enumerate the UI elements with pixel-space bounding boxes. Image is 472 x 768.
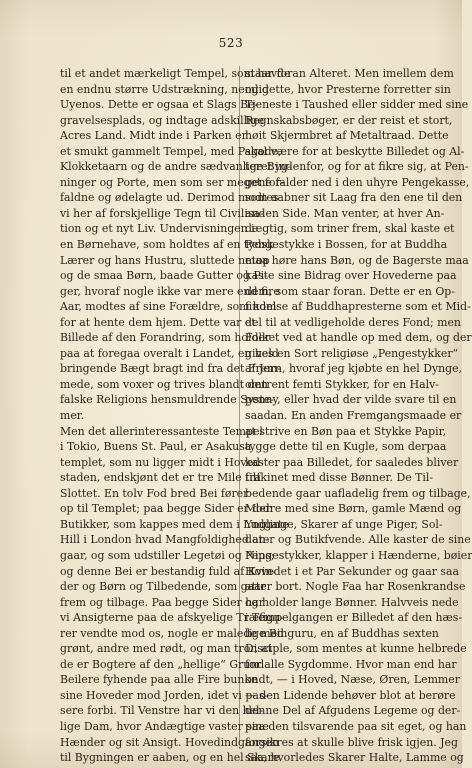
right-column-text-line: maa høre hans Bøn, og de Bagerste maa xyxy=(245,253,469,267)
right-column-text-line: tygge dette til en Kugle, som derpaa xyxy=(245,440,447,454)
left-column-text-line: sine Hoveder mod Jorden, idet vi pas- xyxy=(60,688,269,702)
right-column-text-line: anden Side. Man venter, at hver An- xyxy=(245,206,445,220)
left-column-text-line: en Børnehave, som holdtes af en tydsk xyxy=(60,238,274,252)
left-column-text-line: frem og tilbage. Paa begge Sider har xyxy=(60,595,264,609)
left-column-text-line: rer vendte mod os, nogle er malede med xyxy=(60,626,284,640)
right-column-text-line: for alle Sygdomme. Hvor man end har xyxy=(245,657,457,671)
left-column-text-line: vi her af forskjellige Tegn til Civilisa- xyxy=(60,206,264,220)
right-column-text-line: Tjeneste i Taushed eller sidder med sine xyxy=(245,98,469,112)
right-column-text-line: omtrent femti Stykker, for en Halv- xyxy=(245,377,439,391)
left-column-text-line: vi Ansigterne paa de afskyelige Træfigu- xyxy=(60,611,285,625)
right-column-text-line: af Jern, hvoraf jeg kjøbte en hel Dynge, xyxy=(245,362,462,376)
right-column-text-line: saadan. En anden Fremgangsmaade er xyxy=(245,409,462,423)
left-column-text-line: Uyenos. Dette er ogsaa et Slags Be- xyxy=(60,98,259,112)
right-column-text-line: — den Lidende behøver blot at berøre xyxy=(245,688,456,702)
right-column-text-line: findelse af Buddhapresterne som et Mid- xyxy=(245,300,471,314)
left-column-text-line: en endnu større Udstrækning, nemlig xyxy=(60,82,269,96)
right-column-text-line: høit Skjermbret af Metaltraad. Dette xyxy=(245,129,449,143)
right-column-text-line: penny, eller hvad der vilde svare til en xyxy=(245,393,457,407)
right-column-text-line: dægtig, som triner frem, skal kaste et xyxy=(245,222,455,236)
right-column-text-line: denne Del af Afgudens Legeme og der- xyxy=(245,704,461,718)
left-column-text-line: faldne og ødelagte ud. Derimod modtes xyxy=(60,191,279,205)
left-column-text-line: de er Bogtere af den „hellige“ Grund. xyxy=(60,657,268,671)
left-column-text-line: et smukt gammelt Tempel, med Pagode, xyxy=(60,144,282,158)
left-column-text-line: mede, som voxer og trives blandt den xyxy=(60,377,268,391)
left-column-text-line: til Bygningen er aaben, og en hel Skare xyxy=(60,751,280,765)
left-column-text-line: Aar, modtes af sine Forældre, som kom xyxy=(60,300,277,314)
left-column-text-line: til et andet mærkeligt Tempel, som havde xyxy=(60,67,291,80)
left-column-text-line: ger, hvoraf nogle ikke var mere end fire xyxy=(60,284,280,298)
left-column-text-line: grønt, andre med rødt, og man tror, at xyxy=(60,642,273,656)
left-column-text-line: Billede af den Forandring, som holder xyxy=(60,331,271,345)
right-column-text-line: teret indenfor, og for at fikre sig, at Pen- xyxy=(245,160,469,174)
right-column-text-line: lige Binguru, en af Buddhas sexten xyxy=(245,626,439,640)
right-column-text-line: og holder lange Bønner. Halvveis nede xyxy=(245,595,459,609)
right-column-text-line: Hovedet i et Par Sekunder og gaar saa xyxy=(245,564,459,578)
left-column-text-line: Hill i London hvad Mangfoldighed an- xyxy=(60,533,270,547)
left-column-text-line: Butikker, som kappes med dem i Ludgate xyxy=(60,517,289,531)
left-column-text-line: tion og et nyt Liv. Undervisningen i xyxy=(60,222,255,236)
right-column-text-line: tilfkinet med disse Bønner. De Til- xyxy=(245,471,434,485)
left-column-text-line: gaar, og som udstiller Legetøi og Nips; xyxy=(60,548,275,562)
column-divider xyxy=(239,66,240,742)
left-column-text-line: staden, endskjønt det er tre Mile fra xyxy=(60,471,261,485)
right-column-text-line: ondt, — i Hoved, Næse, Øren, Lemmer xyxy=(245,673,460,687)
right-column-text-line: gives en Sort religiøse „Pengestykker“ xyxy=(245,346,459,360)
left-column-text-line: mer. xyxy=(60,409,85,423)
left-column-text-line: falske Religions hensmuldrende Syste- xyxy=(60,393,274,407)
left-column-text-line: Acres Land. Midt inde i Parken er xyxy=(60,129,247,143)
left-column-text-line: ninger og Porte, men som ser meget for- xyxy=(60,175,285,189)
right-column-text-line: dater og Butikfvende. Alle kaster de sine xyxy=(245,533,471,547)
left-column-text-line: Slottet. En tolv Fod bred Bei fører xyxy=(60,486,249,500)
left-column-text-line: Lærer og hans Hustru, sluttede netop xyxy=(60,253,270,267)
right-column-text-line: paa den tilsvarende paa sit eget, og han xyxy=(245,719,467,733)
right-column-text-line: bedende gaar uafladelig frem og tilbage, xyxy=(245,486,471,500)
right-column-text-line: kaste sine Bidrag over Hovederne paa xyxy=(245,269,457,283)
left-column-text-line: Beilere fyhende paa alle Fire bunke xyxy=(60,673,258,687)
right-column-text-line: Modre med sine Børn, gamle Mænd og xyxy=(245,502,462,516)
right-column-text-line: forsikres at skulle blive frisk igjen. Jeg xyxy=(245,735,458,749)
left-column-text-line: i Tokio, Buens St. Paul, er Asakusa xyxy=(60,440,252,454)
right-column-text-line: del til at vedligeholde deres Fond; men xyxy=(245,315,461,329)
right-column-text-line: Ynglinge, Skarer af unge Piger, Sol- xyxy=(245,517,443,531)
right-column xyxy=(245,66,472,766)
right-column-text-line: Regnskabsbøger, er der reist et stort, xyxy=(245,113,453,127)
right-column-text-line: gene falder ned i den uhyre Pengekasse, xyxy=(245,175,470,189)
left-column-text-line: Men det allerinteressanteste Tempel xyxy=(60,424,263,438)
left-column-text-line: Hænder og sit Ansigt. Hovedindgangen xyxy=(60,735,279,749)
left-column-text-line: templet, som nu ligger midt i Hoved- xyxy=(60,455,264,469)
right-column-text-line: og dette, hvor Presterne forretter sin xyxy=(245,82,451,96)
right-column-text-line: atter bort. Nogle Faa har Rosenkrandse xyxy=(245,580,466,594)
right-column-text-line: staar foran Alteret. Men imellem dem xyxy=(245,67,454,80)
left-column-text-line: der og Børn og Tilbedende, som gaar xyxy=(60,580,266,594)
left-column-text-line: og de smaa Børn, baade Gutter og Pi- xyxy=(60,269,268,283)
left-column-text-line: bringende Bægt bragt ind fra det Frem- xyxy=(60,362,282,376)
right-column-text-line: Pengestykker, klapper i Hænderne, bøier xyxy=(245,548,472,562)
left-column-text-line: gravelsesplads, og indtage adskillige xyxy=(60,113,265,127)
right-column-text-line: som aabner sit Laag fra den ene til den xyxy=(245,191,463,205)
right-column-text-line: skal være for at beskytte Billedet og Al- xyxy=(245,144,465,158)
right-column-text-line: Disciple, som mentes at kunne helbrede xyxy=(245,642,467,656)
left-column xyxy=(60,66,292,766)
right-column-text-line: saa, hvorledes Skarer Halte, Lamme og xyxy=(245,751,464,765)
right-column-text-line: dem, som staar foran. Dette er en Op- xyxy=(245,284,455,298)
left-column-text-line: for at hente dem hjem. Dette var et xyxy=(60,315,256,329)
right-column-text-line: i Tempelgangen er Billedet af den hæs- xyxy=(245,611,463,625)
left-column-text-line: paa at foregaa overalt i Landet, en held xyxy=(60,346,279,360)
left-column-text-line: lige Dam, hvor Andægtige vaster sine xyxy=(60,719,269,733)
right-column-text-line: Pengestykke i Bossen, for at Buddha xyxy=(245,238,448,252)
left-column-text-line: op til Templet; paa begge Sider er der xyxy=(60,502,271,516)
left-column-text-line: sere forbi. Til Venstre har vi den hel- xyxy=(60,704,264,718)
left-column-text-line: og denne Bei er bestandig fuld af Kvin- xyxy=(60,564,277,578)
right-column-text-line: at strive en Bøn paa et Stykke Papir, xyxy=(245,424,447,438)
left-column-text-line: Klokketaarn og de andre sædvanlige Byg- xyxy=(60,160,292,174)
page-number: 523 xyxy=(218,36,244,50)
right-column-text-line: kaster paa Billedet, for saaledes bliver xyxy=(245,455,459,469)
right-column-text-line: Folket ved at handle op med dem, og der xyxy=(245,331,472,345)
